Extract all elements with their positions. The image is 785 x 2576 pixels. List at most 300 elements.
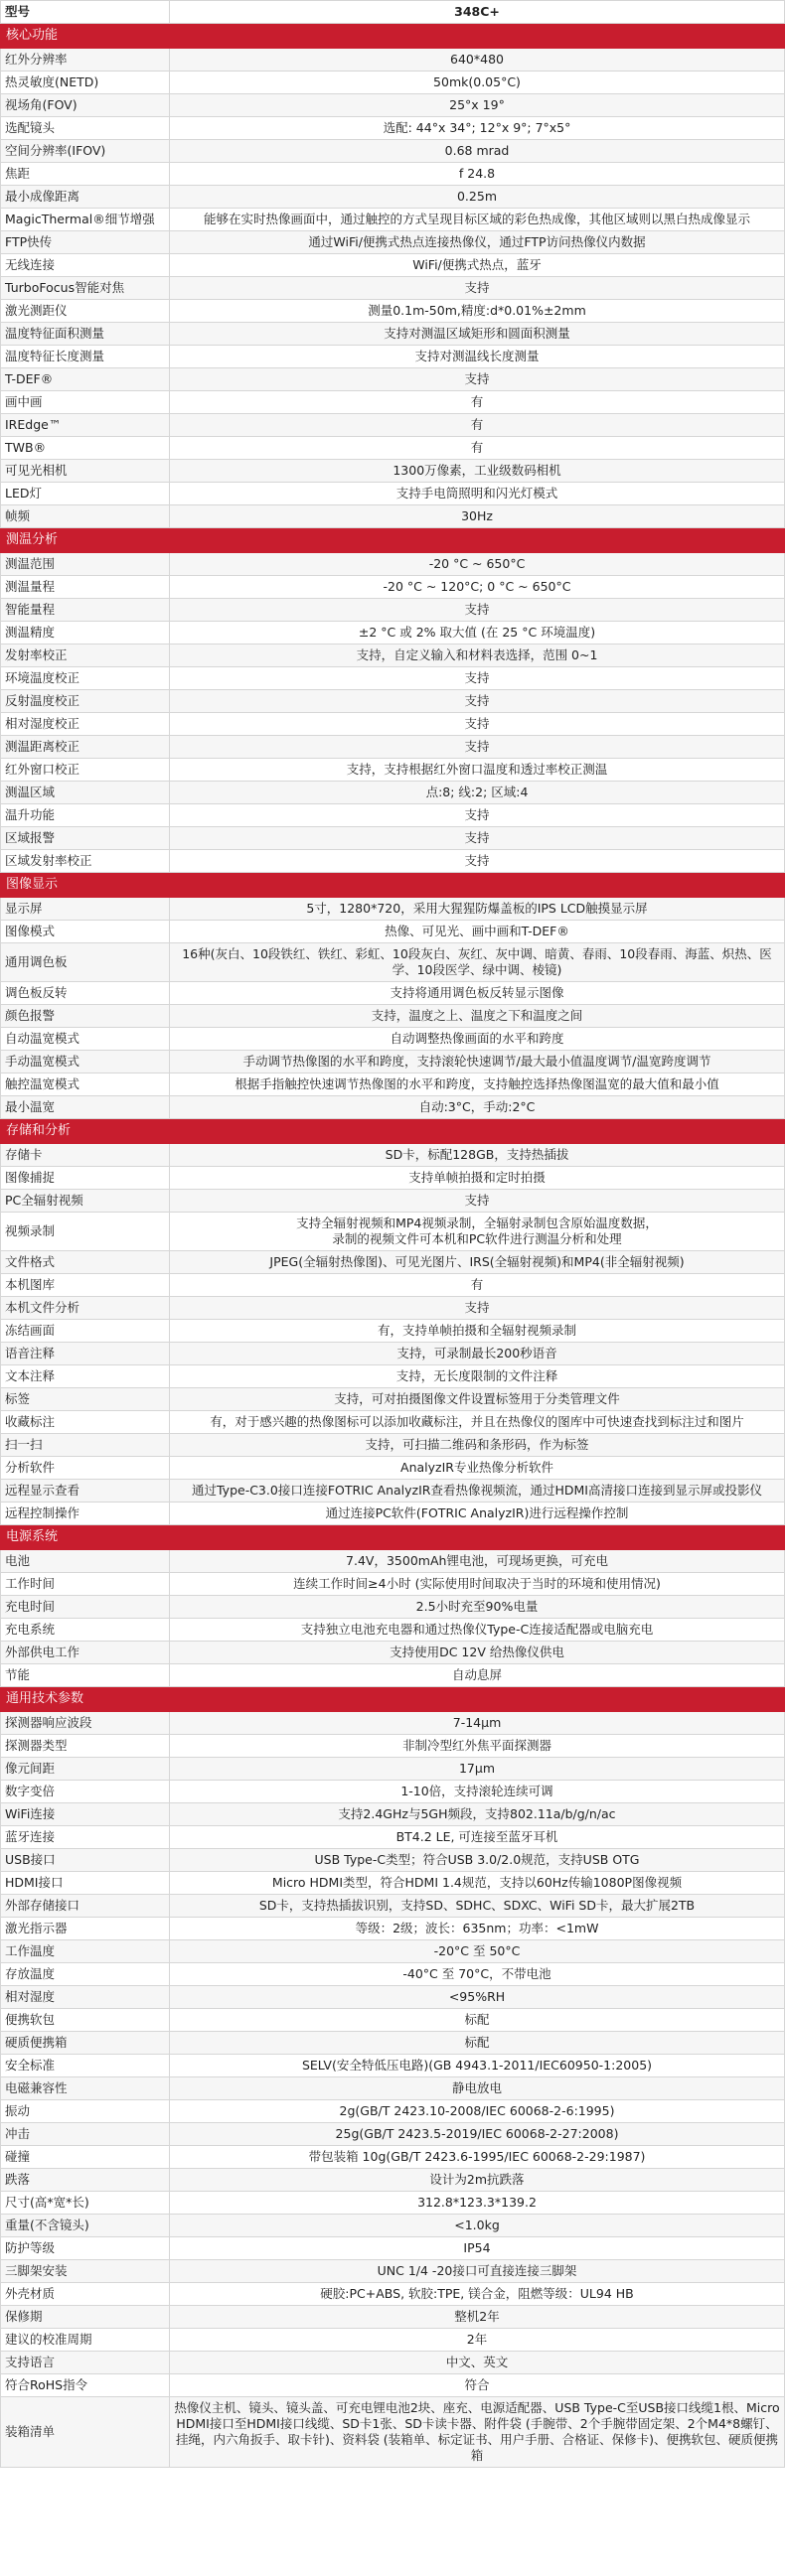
spec-label: 帧频: [1, 505, 170, 528]
spec-value: 等级：2级；波长：635nm；功率：<1mW: [170, 1918, 785, 1940]
spec-value: 静电放电: [170, 2077, 785, 2100]
spec-label: 装箱清单: [1, 2397, 170, 2468]
spec-label: 跌落: [1, 2169, 170, 2192]
spec-label: 蓝牙连接: [1, 1826, 170, 1849]
spec-label: 测温距离校正: [1, 736, 170, 759]
spec-row: [1, 2397, 785, 2468]
section-title: 核心功能: [1, 24, 785, 49]
spec-label: 智能量程: [1, 599, 170, 622]
spec-row: [1, 1803, 785, 1826]
spec-value: WiFi/便携式热点，蓝牙: [170, 254, 785, 277]
section-header: [1, 1525, 785, 1550]
spec-label: WiFi连接: [1, 1803, 170, 1826]
section-title: 图像显示: [1, 873, 785, 898]
spec-row: [1, 1251, 785, 1274]
spec-row: [1, 2055, 785, 2077]
spec-row: [1, 1343, 785, 1365]
spec-value: 有: [170, 414, 785, 437]
spec-row: [1, 1213, 785, 1251]
spec-row: [1, 2009, 785, 2032]
spec-row: [1, 117, 785, 140]
spec-row: [1, 483, 785, 505]
spec-value: 5寸，1280*720，采用大猩猩防爆盖板的IPS LCD触摸显示屏: [170, 898, 785, 921]
spec-label: 保修期: [1, 2306, 170, 2329]
section-header: [1, 1119, 785, 1144]
spec-label: IREdge™: [1, 414, 170, 437]
spec-label: 相对湿度校正: [1, 713, 170, 736]
spec-label: 分析软件: [1, 1457, 170, 1480]
spec-row: [1, 1297, 785, 1320]
spec-value: 支持: [170, 368, 785, 391]
spec-label: TurboFocus智能对焦: [1, 277, 170, 300]
spec-row: [1, 254, 785, 277]
spec-row: [1, 1619, 785, 1642]
spec-label: 焦距: [1, 163, 170, 186]
spec-row: [1, 1096, 785, 1119]
spec-label: 扫一扫: [1, 1434, 170, 1457]
spec-value: 自动息屏: [170, 1664, 785, 1687]
section-title: 存储和分析: [1, 1119, 785, 1144]
spec-value: 热像、可见光、画中画和T-DEF®: [170, 921, 785, 943]
spec-label: 空间分辨率(IFOV): [1, 140, 170, 163]
spec-row: [1, 2169, 785, 2192]
spec-value: 有，支持单帧拍摄和全辐射视频录制: [170, 1320, 785, 1343]
spec-row: [1, 1664, 785, 1687]
spec-row: [1, 1986, 785, 2009]
spec-label: 碰撞: [1, 2146, 170, 2169]
spec-value: 自动调整热像画面的水平和跨度: [170, 1028, 785, 1051]
spec-row: [1, 2215, 785, 2237]
section-header: [1, 1687, 785, 1712]
spec-row: [1, 1365, 785, 1388]
spec-label: 温度特征长度测量: [1, 346, 170, 368]
spec-label: 支持语言: [1, 2352, 170, 2374]
spec-value: 支持，可扫描二维码和条形码，作为标签: [170, 1434, 785, 1457]
spec-value: 热像仪主机、镜头、镜头盖、可充电锂电池2块、座充、电源适配器、USB Type-C至USB接口线缆1根、Micro HDMI接口至HDMI接口线缆、SD卡1张、SD卡读卡器、附件袋 (手腕带、2个手腕带固定架、2个M4*8螺钉、挂绳，内六角扳手、取卡针)、资料袋 (装箱单、标定证书、用户手册、合格证、保修卡)、便携软包、硬质便携箱: [170, 2397, 785, 2468]
spec-value: 640*480: [170, 49, 785, 72]
spec-label: 安全标准: [1, 2055, 170, 2077]
spec-label: 三脚架安装: [1, 2260, 170, 2283]
spec-label: 电池: [1, 1550, 170, 1573]
spec-row: [1, 2100, 785, 2123]
spec-value: 支持对测温线长度测量: [170, 346, 785, 368]
spec-row: [1, 323, 785, 346]
spec-value: <95%RH: [170, 1986, 785, 2009]
spec-label: 外壳材质: [1, 2283, 170, 2306]
spec-label: PC全辐射视频: [1, 1190, 170, 1213]
spec-value: 支持: [170, 713, 785, 736]
spec-value: 支持单帧拍摄和定时拍摄: [170, 1167, 785, 1190]
spec-row: [1, 368, 785, 391]
spec-row: [1, 1895, 785, 1918]
spec-row: [1, 736, 785, 759]
spec-value: 符合: [170, 2374, 785, 2397]
spec-value: 支持对测温区域矩形和圆面积测量: [170, 323, 785, 346]
spec-label: 充电系统: [1, 1619, 170, 1642]
spec-value: SELV(安全特低压电路)(GB 4943.1-2011/IEC60950-1:2005): [170, 2055, 785, 2077]
spec-label: 振动: [1, 2100, 170, 2123]
spec-label: 测温区域: [1, 782, 170, 804]
spec-row: [1, 2146, 785, 2169]
spec-label: 远程控制操作: [1, 1503, 170, 1525]
spec-value: JPEG(全辐射热像图)、可见光图片、IRS(全辐射视频)和MP4(非全辐射视频): [170, 1251, 785, 1274]
spec-label: 便携软包: [1, 2009, 170, 2032]
spec-row: [1, 1005, 785, 1028]
spec-value: USB Type-C类型；符合USB 3.0/2.0规范，支持USB OTG: [170, 1849, 785, 1872]
spec-label: 测温量程: [1, 576, 170, 599]
spec-row: [1, 827, 785, 850]
spec-value: 有: [170, 1274, 785, 1297]
spec-label: 最小温宽: [1, 1096, 170, 1119]
spec-row: [1, 982, 785, 1005]
spec-value: 手动调节热像图的水平和跨度，支持滚轮快速调节/最大最小值温度调节/温宽跨度调节: [170, 1051, 785, 1073]
spec-value: 标配: [170, 2009, 785, 2032]
spec-value: 312.8*123.3*139.2: [170, 2192, 785, 2215]
spec-value: 25g(GB/T 2423.5-2019/IEC 60068-2-27:2008): [170, 2123, 785, 2146]
spec-value: 支持使用DC 12V 给热像仪供电: [170, 1642, 785, 1664]
spec-label: 本机文件分析: [1, 1297, 170, 1320]
spec-value: 支持: [170, 667, 785, 690]
spec-label: 手动温宽模式: [1, 1051, 170, 1073]
spec-value: 有，对于感兴趣的热像图标可以添加收藏标注，并且在热像仪的图库中可快速查找到标注过和图片: [170, 1411, 785, 1434]
spec-label: 视频录制: [1, 1213, 170, 1251]
spec-label: 画中画: [1, 391, 170, 414]
spec-label: LED灯: [1, 483, 170, 505]
spec-label: 像元间距: [1, 1758, 170, 1781]
model-header-row: [1, 1, 785, 24]
spec-label: 符合RoHS指令: [1, 2374, 170, 2397]
spec-value: 17μm: [170, 1758, 785, 1781]
spec-row: [1, 1028, 785, 1051]
spec-row: [1, 1411, 785, 1434]
spec-row: [1, 300, 785, 323]
spec-value: 非制冷型红外焦平面探测器: [170, 1735, 785, 1758]
spec-value: 支持全辐射视频和MP4视频录制，全辐射录制包含原始温度数据， 录制的视频文件可本机和PC软件进行测温分析和处理: [170, 1213, 785, 1251]
spec-value: 1300万像素，工业级数码相机: [170, 460, 785, 483]
spec-row: [1, 346, 785, 368]
section-header: [1, 873, 785, 898]
spec-label: 标签: [1, 1388, 170, 1411]
spec-label: 收藏标注: [1, 1411, 170, 1434]
spec-row: [1, 1781, 785, 1803]
spec-value: 50mk(0.05°C): [170, 72, 785, 94]
spec-label: 区域发射率校正: [1, 850, 170, 873]
spec-value: 支持: [170, 690, 785, 713]
spec-value: 通过WiFi/便携式热点连接热像仪，通过FTP访问热像仪内数据: [170, 231, 785, 254]
spec-row: [1, 231, 785, 254]
spec-value: 支持，温度之上、温度之下和温度之间: [170, 1005, 785, 1028]
spec-row: [1, 2032, 785, 2055]
spec-label: 测温精度: [1, 622, 170, 644]
spec-label: 温升功能: [1, 804, 170, 827]
spec-row: [1, 460, 785, 483]
spec-label: 语音注释: [1, 1343, 170, 1365]
section-header: [1, 24, 785, 49]
spec-value: -40°C 至 70°C，不带电池: [170, 1963, 785, 1986]
spec-row: [1, 72, 785, 94]
spec-row: [1, 804, 785, 827]
spec-row: [1, 2283, 785, 2306]
spec-label: 工作时间: [1, 1573, 170, 1596]
spec-value: 支持2.4GHz与5GH频段，支持802.11a/b/g/n/ac: [170, 1803, 785, 1826]
spec-label: 重量(不含镜头): [1, 2215, 170, 2237]
spec-label: FTP快传: [1, 231, 170, 254]
spec-row: [1, 1434, 785, 1457]
spec-label: MagicThermal®细节增强: [1, 209, 170, 231]
spec-row: [1, 1735, 785, 1758]
spec-row: [1, 1550, 785, 1573]
spec-row: [1, 140, 785, 163]
spec-label: 文本注释: [1, 1365, 170, 1388]
spec-value: 中文、英文: [170, 2352, 785, 2374]
spec-label: 自动温宽模式: [1, 1028, 170, 1051]
spec-label: 防护等级: [1, 2237, 170, 2260]
spec-value: ±2 °C 或 2% 取大值 (在 25 °C 环境温度): [170, 622, 785, 644]
spec-row: [1, 850, 785, 873]
spec-label: 调色板反转: [1, 982, 170, 1005]
spec-value: 支持: [170, 850, 785, 873]
spec-row: [1, 1190, 785, 1213]
spec-label: 热灵敏度(NETD): [1, 72, 170, 94]
spec-row: [1, 2352, 785, 2374]
spec-value: 通过连接PC软件(FOTRIC AnalyzIR)进行远程操作控制: [170, 1503, 785, 1525]
spec-row: [1, 1849, 785, 1872]
spec-value: -20 °C ~ 650°C: [170, 553, 785, 576]
spec-value: 支持，支持根据红外窗口温度和透过率校正测温: [170, 759, 785, 782]
spec-row: [1, 505, 785, 528]
spec-row: [1, 2192, 785, 2215]
spec-label: 尺寸(高*宽*长): [1, 2192, 170, 2215]
spec-label: HDMI接口: [1, 1872, 170, 1895]
spec-value: 1-10倍，支持滚轮连续可调: [170, 1781, 785, 1803]
spec-row: [1, 943, 785, 982]
model-header-value: 348C+: [170, 1, 785, 24]
spec-value: 支持: [170, 599, 785, 622]
section-title: 通用技术参数: [1, 1687, 785, 1712]
spec-value: 2.5小时充至90%电量: [170, 1596, 785, 1619]
spec-value: 连续工作时间≥4小时 (实际使用时间取决于当时的环境和使用情况): [170, 1573, 785, 1596]
spec-label: 激光指示器: [1, 1918, 170, 1940]
spec-value: f 24.8: [170, 163, 785, 186]
spec-label: 选配镜头: [1, 117, 170, 140]
spec-row: [1, 667, 785, 690]
spec-row: [1, 94, 785, 117]
spec-label: 冻结画面: [1, 1320, 170, 1343]
spec-value: 带包装箱 10g(GB/T 2423.6-1995/IEC 60068-2-29:1987): [170, 2146, 785, 2169]
spec-row: [1, 1963, 785, 1986]
spec-row: [1, 163, 785, 186]
spec-label: USB接口: [1, 1849, 170, 1872]
spec-value: 7-14μm: [170, 1712, 785, 1735]
spec-label: 图像模式: [1, 921, 170, 943]
spec-row: [1, 1274, 785, 1297]
spec-value: SD卡，支持热插拔识别，支持SD、SDHC、SDXC、WiFi SD卡，最大扩展2TB: [170, 1895, 785, 1918]
spec-label: 充电时间: [1, 1596, 170, 1619]
spec-value: 0.25m: [170, 186, 785, 209]
spec-value: 自动:3°C，手动:2°C: [170, 1096, 785, 1119]
spec-row: [1, 2329, 785, 2352]
spec-row: [1, 1073, 785, 1096]
spec-value: 支持，无长度限制的文件注释: [170, 1365, 785, 1388]
spec-label: 视场角(FOV): [1, 94, 170, 117]
spec-label: 无线连接: [1, 254, 170, 277]
spec-value: 能够在实时热像画面中，通过触控的方式呈现目标区域的彩色热成像，其他区域则以黑白热成像显示: [170, 209, 785, 231]
spec-value: IP54: [170, 2237, 785, 2260]
spec-value: 有: [170, 391, 785, 414]
spec-label: 触控温宽模式: [1, 1073, 170, 1096]
spec-label: 节能: [1, 1664, 170, 1687]
spec-label: 颜色报警: [1, 1005, 170, 1028]
spec-row: [1, 898, 785, 921]
spec-value: -20 °C ~ 120°C; 0 °C ~ 650°C: [170, 576, 785, 599]
spec-value: 有: [170, 437, 785, 460]
spec-value: 通过Type-C3.0接口连接FOTRIC AnalyzIR查看热像视频流，通过HDMI高清接口连接到显示屏或投影仪: [170, 1480, 785, 1503]
spec-value: 2年: [170, 2329, 785, 2352]
section-title: 电源系统: [1, 1525, 785, 1550]
spec-label: 红外分辨率: [1, 49, 170, 72]
spec-row: [1, 553, 785, 576]
spec-label: 电磁兼容性: [1, 2077, 170, 2100]
spec-row: [1, 186, 785, 209]
spec-label: 相对湿度: [1, 1986, 170, 2009]
spec-label: 温度特征面积测量: [1, 323, 170, 346]
spec-label: 建议的校准周期: [1, 2329, 170, 2352]
spec-row: [1, 2306, 785, 2329]
spec-value: 点:8; 线:2; 区域:4: [170, 782, 785, 804]
spec-label: 测温范围: [1, 553, 170, 576]
spec-value: 支持，可对拍摄图像文件设置标签用于分类管理文件: [170, 1388, 785, 1411]
spec-label: 发射率校正: [1, 644, 170, 667]
spec-value: 设计为2m抗跌落: [170, 2169, 785, 2192]
spec-value: 硬胶:PC+ABS, 软胶:TPE, 镁合金，阻燃等级：UL94 HB: [170, 2283, 785, 2306]
spec-label: 最小成像距离: [1, 186, 170, 209]
spec-label: 外部供电工作: [1, 1642, 170, 1664]
spec-value: 支持: [170, 827, 785, 850]
spec-row: [1, 2374, 785, 2397]
spec-row: [1, 690, 785, 713]
spec-label: 红外窗口校正: [1, 759, 170, 782]
spec-row: [1, 759, 785, 782]
spec-row: [1, 1940, 785, 1963]
spec-value: -20°C 至 50°C: [170, 1940, 785, 1963]
spec-label: 显示屏: [1, 898, 170, 921]
spec-row: [1, 2260, 785, 2283]
spec-value: 支持，自定义输入和材料表选择，范围 0~1: [170, 644, 785, 667]
section-title: 测温分析: [1, 528, 785, 553]
spec-label: 数字变倍: [1, 1781, 170, 1803]
spec-row: [1, 1503, 785, 1525]
spec-value: BT4.2 LE, 可连接至蓝牙耳机: [170, 1826, 785, 1849]
spec-value: 7.4V，3500mAh锂电池，可现场更换，可充电: [170, 1550, 785, 1573]
spec-label: 存储卡: [1, 1144, 170, 1167]
model-header-label: 型号: [1, 1, 170, 24]
spec-value: 支持: [170, 277, 785, 300]
spec-row: [1, 1388, 785, 1411]
spec-value: 支持手电筒照明和闪光灯模式: [170, 483, 785, 505]
spec-label: 外部存储接口: [1, 1895, 170, 1918]
spec-label: 反射温度校正: [1, 690, 170, 713]
spec-row: [1, 209, 785, 231]
spec-row: [1, 1457, 785, 1480]
spec-value: 0.68 mrad: [170, 140, 785, 163]
spec-label: 工作温度: [1, 1940, 170, 1963]
spec-label: 激光测距仪: [1, 300, 170, 323]
spec-label: T-DEF®: [1, 368, 170, 391]
spec-row: [1, 391, 785, 414]
spec-value: 测量0.1m-50m,精度:d*0.01%±2mm: [170, 300, 785, 323]
spec-row: [1, 1320, 785, 1343]
spec-row: [1, 277, 785, 300]
spec-row: [1, 414, 785, 437]
spec-value: 支持: [170, 1190, 785, 1213]
spec-label: 存放温度: [1, 1963, 170, 1986]
spec-value: 标配: [170, 2032, 785, 2055]
spec-label: 冲击: [1, 2123, 170, 2146]
spec-label: 文件格式: [1, 1251, 170, 1274]
spec-value: SD卡，标配128GB，支持热插拔: [170, 1144, 785, 1167]
spec-value: 支持，可录制最长200秒语音: [170, 1343, 785, 1365]
spec-label: 环境温度校正: [1, 667, 170, 690]
spec-label: 硬质便携箱: [1, 2032, 170, 2055]
spec-row: [1, 1167, 785, 1190]
spec-row: [1, 1712, 785, 1735]
spec-row: [1, 1826, 785, 1849]
spec-value: 支持: [170, 736, 785, 759]
spec-label: 本机图库: [1, 1274, 170, 1297]
spec-row: [1, 599, 785, 622]
spec-row: [1, 782, 785, 804]
spec-row: [1, 1642, 785, 1664]
spec-value: 30Hz: [170, 505, 785, 528]
spec-row: [1, 713, 785, 736]
spec-value: 整机2年: [170, 2306, 785, 2329]
spec-row: [1, 2123, 785, 2146]
spec-label: 图像捕捉: [1, 1167, 170, 1190]
spec-row: [1, 644, 785, 667]
spec-label: 通用调色板: [1, 943, 170, 982]
spec-row: [1, 2077, 785, 2100]
spec-value: 支持: [170, 1297, 785, 1320]
spec-row: [1, 1918, 785, 1940]
spec-row: [1, 1144, 785, 1167]
spec-row: [1, 1051, 785, 1073]
spec-row: [1, 1872, 785, 1895]
spec-row: [1, 1758, 785, 1781]
spec-value: 支持独立电池充电器和通过热像仪Type-C连接适配器或电脑充电: [170, 1619, 785, 1642]
spec-row: [1, 49, 785, 72]
spec-value: <1.0kg: [170, 2215, 785, 2237]
section-header: [1, 528, 785, 553]
spec-value: 支持将通用调色板反转显示图像: [170, 982, 785, 1005]
spec-value: Micro HDMI类型，符合HDMI 1.4规范，支持以60Hz传输1080P图像视频: [170, 1872, 785, 1895]
spec-label: 探测器响应波段: [1, 1712, 170, 1735]
spec-label: 区域报警: [1, 827, 170, 850]
spec-table-body: [1, 1, 785, 2468]
spec-label: 远程显示查看: [1, 1480, 170, 1503]
spec-row: [1, 437, 785, 460]
spec-label: TWB®: [1, 437, 170, 460]
spec-value: 根据手指触控快速调节热像图的水平和跨度，支持触控选择热像图温宽的最大值和最小值: [170, 1073, 785, 1096]
spec-label: 可见光相机: [1, 460, 170, 483]
spec-value: 25°x 19°: [170, 94, 785, 117]
spec-row: [1, 921, 785, 943]
spec-row: [1, 2237, 785, 2260]
spec-value: 16种(灰白、10段铁红、铁红、彩虹、10段灰白、灰红、灰中调、暗黄、春雨、10段春雨、海蓝、炽热、医学、10段医学、绿中调、棱镜): [170, 943, 785, 982]
spec-row: [1, 1573, 785, 1596]
spec-row: [1, 1596, 785, 1619]
spec-row: [1, 576, 785, 599]
spec-value: 支持: [170, 804, 785, 827]
